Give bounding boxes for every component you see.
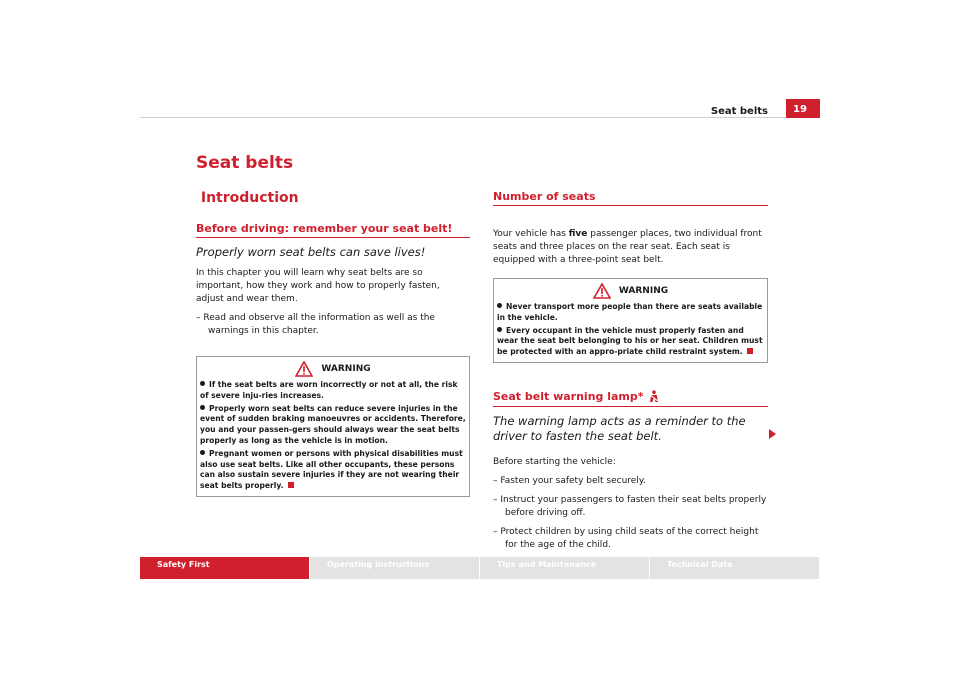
subhead-before-driving: Before driving: remember your seat belt!	[196, 222, 470, 238]
warning-item	[200, 449, 466, 492]
footer-nav	[140, 557, 820, 579]
paragraph-seats	[493, 228, 768, 267]
step-protect-children: – Protect children by using child seats of the correct height for the age of the child.	[493, 526, 759, 550]
seats-text-end: passenger places, two individual front seats and three places on the rear seat. Each seat is equipped with a three-point seat belt.	[493, 229, 762, 265]
warning-header	[497, 283, 764, 299]
footer-tab-operating-instructions[interactable]: Operating instructions	[310, 557, 480, 579]
end-of-section-mark	[747, 348, 753, 354]
end-of-section-mark	[288, 482, 294, 488]
bullet	[200, 381, 205, 386]
seats-count: five	[568, 229, 588, 239]
warning-title: WARNING	[321, 364, 371, 374]
paragraph-chapter-info: In this chapter you will learn why seat belts are so important, how they work and how to properly fasten, adjust and wear them.	[196, 268, 440, 304]
chapter-title: Seat belts	[196, 153, 294, 173]
subhead-seatbelt-lamp	[493, 390, 768, 407]
warning-item-text: Properly worn seat belts can reduce severe injuries in the event of sudden braking manoeuvres or accidents. Therefore, you and your passen-gers should always wear the seat belts properly as long as the vehicle is in motion.	[200, 403, 466, 445]
footer-tab-tips-maintenance[interactable]: Tips and Maintenance	[480, 557, 650, 579]
lead-before-starting: Before starting the vehicle:	[493, 456, 616, 467]
warning-item	[200, 380, 466, 402]
continue-arrow-icon	[769, 429, 776, 439]
header-rule	[140, 117, 820, 118]
left-column	[196, 222, 470, 497]
warning-item	[200, 404, 466, 447]
warning-box-left	[196, 356, 470, 497]
intro-seatbelt-lamp: The warning lamp acts as a reminder to the driver to fasten the seat belt.	[493, 413, 746, 443]
footer-tab-technical-data[interactable]: Technical Data	[650, 557, 820, 579]
right-column	[493, 190, 768, 552]
intro-before-driving: Properly worn seat belts can save lives!	[196, 245, 426, 259]
warning-triangle-icon	[295, 361, 313, 377]
bullet	[200, 450, 205, 455]
warning-header	[200, 361, 466, 377]
step-read-observe: – Read and observe all the information as well as the warnings in this chapter.	[196, 313, 435, 336]
warning-item-text: If the seat belts are worn incorrectly or not at all, the risk of severe inju-ries increases.	[200, 380, 458, 400]
section-title	[196, 190, 299, 206]
bullet	[200, 405, 205, 410]
section-title-text: Introduction	[200, 190, 299, 206]
footer-tab-safety-first[interactable]: Safety First	[140, 557, 310, 579]
step-instruct-passengers: – Instruct your passengers to fasten their seat belts properly before driving off.	[493, 494, 767, 518]
warning-title: WARNING	[618, 286, 669, 296]
bullet	[497, 303, 502, 308]
page-number: 19	[786, 99, 820, 118]
warning-item-text: Every occupant in the vehicle must properly fasten and wear the seat belt belonging to his or her seat. Children must be protected with an appro-priate child restraint system.	[497, 325, 763, 357]
warning-item-text: Pregnant women or persons with physical disabilities must also use seat belts. Like all other occupants, these persons can also sustain severe injuries if they are not wearing their seat belts properly.	[200, 448, 463, 491]
subhead-seatbelt-lamp-text: Seat belt warning lamp*	[493, 390, 644, 404]
warning-triangle-icon	[593, 283, 611, 299]
warning-item-text: Never transport more people than there are seats available in the vehicle.	[497, 302, 763, 322]
warning-item	[497, 326, 764, 358]
warning-item	[497, 302, 764, 324]
step-fasten-belt: – Fasten your safety belt securely.	[493, 475, 646, 486]
seatbelt-lamp-icon	[648, 390, 660, 404]
warning-box-right	[493, 278, 768, 363]
seats-text-start: Your vehicle has	[493, 229, 569, 239]
running-title: Seat belts	[710, 106, 768, 117]
subhead-number-of-seats: Number of seats	[493, 190, 768, 206]
bullet	[497, 327, 502, 332]
